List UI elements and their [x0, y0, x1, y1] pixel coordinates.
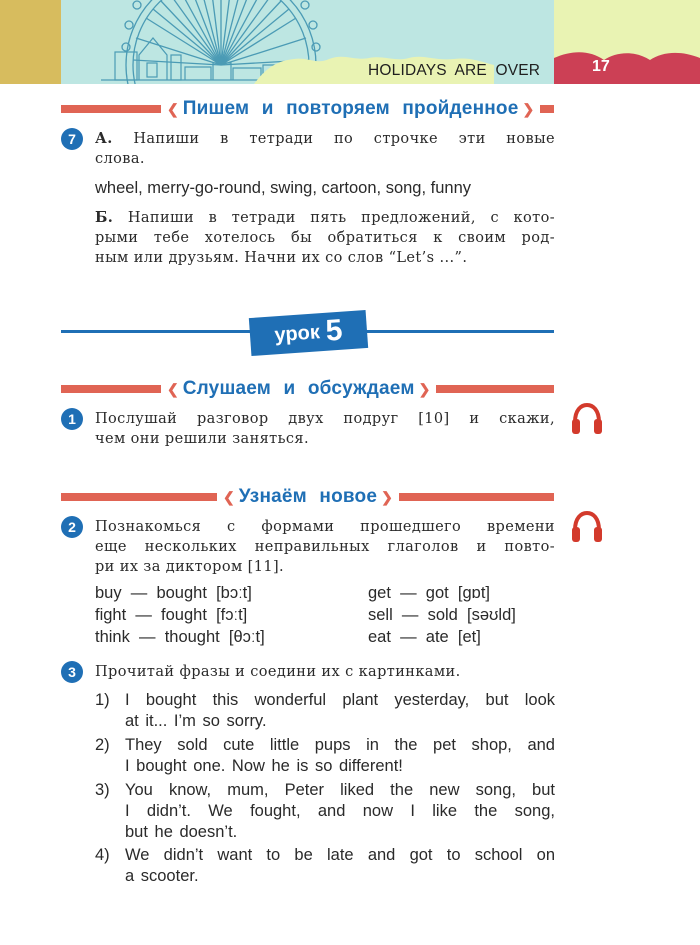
exercise-number-badge: 1 — [61, 408, 83, 430]
verb-pair: eat — ate [et] — [368, 628, 481, 646]
phrase-line: but he doesn’t. — [125, 823, 238, 841]
exercise-2-line-1: Познакомься с формами прошедшего времени — [95, 519, 555, 535]
header-gold-band — [0, 0, 61, 84]
section-title: Слушаем и обсуждаем — [182, 378, 415, 399]
section-header-listen — [61, 378, 554, 399]
headphones-icon[interactable] — [570, 510, 604, 544]
phrase-line: I bought one. Now he is so different! — [125, 757, 403, 775]
section-title-wrap — [217, 485, 399, 509]
verb-pair: sell — sold [səʊld] — [368, 606, 516, 624]
exercise-1-line-1: Послушай разговор двух подруг [10] и скажи, — [95, 411, 555, 427]
phrase-number: 1) — [95, 691, 110, 709]
lesson-badge — [249, 310, 368, 356]
chevron-right-icon: ❯ — [418, 380, 431, 397]
phrase-number: 3) — [95, 781, 110, 799]
phrase-line: They sold cute little pups in the pet shop, and — [125, 736, 555, 754]
part-label: Б. — [95, 209, 114, 226]
phrase-line: We didn’t want to be late and got to school on — [125, 846, 555, 864]
phrase-line: a scooter. — [125, 867, 199, 885]
phrase-line: You know, mum, Peter liked the new song, but — [125, 781, 555, 799]
page-header — [0, 0, 700, 84]
page-number-tab — [554, 52, 700, 84]
exercise-number-badge: 7 — [61, 128, 83, 150]
phrase-number: 2) — [95, 736, 110, 754]
exercise-7a-line-1: А. Напиши в тетради по строчке эти новые — [95, 130, 555, 147]
unit-title: HOLIDAYS ARE OVER — [368, 62, 541, 79]
exercise-7b-line-3: ным или друзьям. Начни их со слов “Let’s ...”. — [95, 250, 468, 266]
chevron-left-icon: ❮ — [223, 488, 235, 505]
phrase-line: I didn’t. We fought, and now I like the song, — [125, 802, 555, 820]
phrase-number: 4) — [95, 846, 110, 864]
exercise-7b-line-2: рыми тебе хотелось бы обратиться к своим род- — [95, 230, 555, 246]
exercise-number-badge: 2 — [61, 516, 83, 538]
part-label: А. — [95, 130, 113, 147]
exercise-number-badge: 3 — [61, 661, 83, 683]
phrase-line: at it... I’m so sorry. — [125, 712, 267, 730]
verb-pair: buy — bought [bɔːt] — [95, 584, 252, 602]
page-number: 17 — [592, 58, 610, 75]
section-header-write — [61, 98, 554, 119]
phrase-line: I bought this wonderful plant yesterday, but look — [125, 691, 555, 709]
exercise-2-line-2: еще нескольких неправильных глаголов и повто- — [95, 539, 555, 555]
chevron-right-icon: ❯ — [522, 100, 535, 117]
chevron-left-icon: ❮ — [167, 100, 179, 117]
lesson-number: 5 — [324, 313, 344, 348]
exercise-1-line-2: чем они решили заняться. — [95, 431, 309, 447]
headphones-icon[interactable] — [570, 402, 604, 436]
chevron-right-icon: ❯ — [381, 488, 393, 505]
exercise-3-instruction: Прочитай фразы и соедини их с картинками. — [95, 664, 461, 680]
verb-pair: fight — fought [fɔːt] — [95, 606, 248, 624]
chevron-left-icon: ❮ — [167, 380, 179, 397]
verb-pair: get — got [gɒt] — [368, 584, 490, 602]
section-title: Узнаём новое — [238, 486, 378, 507]
section-title: Пишем и повторяем пройденное — [182, 98, 519, 119]
section-title-wrap — [161, 97, 540, 121]
section-title-wrap — [161, 377, 436, 401]
verb-pair: think — thought [θɔːt] — [95, 628, 265, 646]
exercise-7a-line-2: слова. — [95, 151, 145, 167]
vocabulary-words: wheel, merry-go-round, swing, cartoon, song, funny — [95, 179, 472, 197]
exercise-2-line-3: ри их за диктором [11]. — [95, 559, 285, 575]
section-header-new — [61, 486, 554, 507]
lesson-word: урок — [273, 320, 321, 346]
exercise-7b-line-1: Б. Напиши в тетради пять предложений, с кото- — [95, 209, 555, 226]
